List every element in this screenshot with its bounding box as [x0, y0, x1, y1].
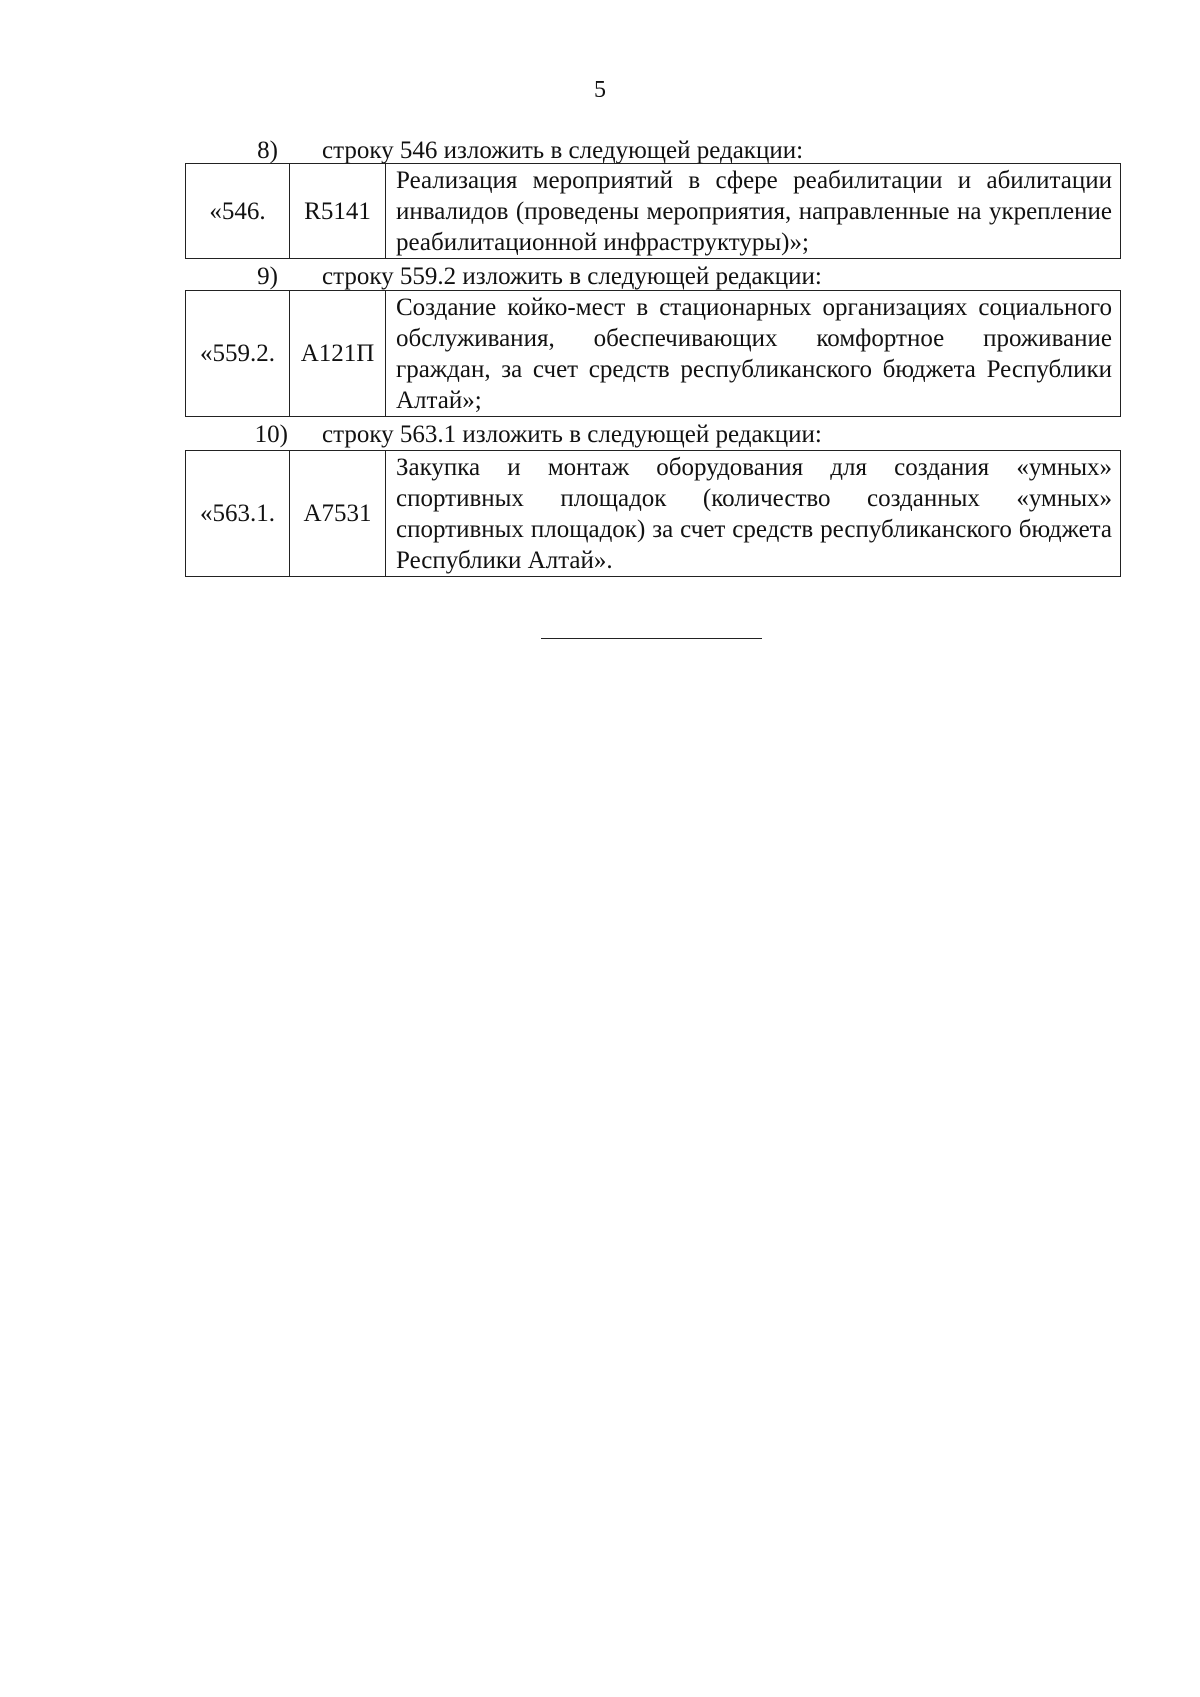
item-number: 8): [257, 137, 278, 164]
item-number: 9): [257, 263, 278, 290]
amendment-table-559-2: [185, 290, 1121, 417]
row-code-cell: R5141: [290, 164, 386, 259]
instruction-text: строку 563.1 изложить в следующей редакции:: [322, 421, 822, 448]
page-number: 5: [594, 77, 606, 103]
table-row: [186, 164, 1121, 259]
row-code-cell: А121П: [290, 291, 386, 417]
row-number-cell: «546.: [186, 164, 290, 259]
row-description-cell: Реализация мероприятий в сфере реабилитации и абилитации инвалидов (проведены мероприятия, направленные на укрепление реабилитационной инфраструктуры)»;: [386, 164, 1121, 259]
document-end-line: [541, 638, 762, 639]
row-description-cell: Создание койко-мест в стационарных организациях социального обслуживания, обеспечивающих комфортное проживание граждан, за счет средств республиканского бюджета Республики Алтай»;: [386, 291, 1121, 417]
amendment-table-546: [185, 163, 1121, 259]
row-number-cell: «559.2.: [186, 291, 290, 417]
instruction-text: строку 546 изложить в следующей редакции:: [322, 137, 804, 164]
instruction-text: строку 559.2 изложить в следующей редакции:: [322, 263, 822, 290]
row-number-cell: «563.1.: [186, 451, 290, 577]
table-row: [186, 291, 1121, 417]
row-code-cell: А7531: [290, 451, 386, 577]
table-row: [186, 451, 1121, 577]
amendment-table-563-1: [185, 450, 1121, 577]
item-number: 10): [254, 421, 288, 448]
row-description-cell: Закупка и монтаж оборудования для создания «умных» спортивных площадок (количество созданных «умных» спортивных площадок) за счет средств республиканского бюджета Республики Алтай».: [386, 451, 1121, 577]
